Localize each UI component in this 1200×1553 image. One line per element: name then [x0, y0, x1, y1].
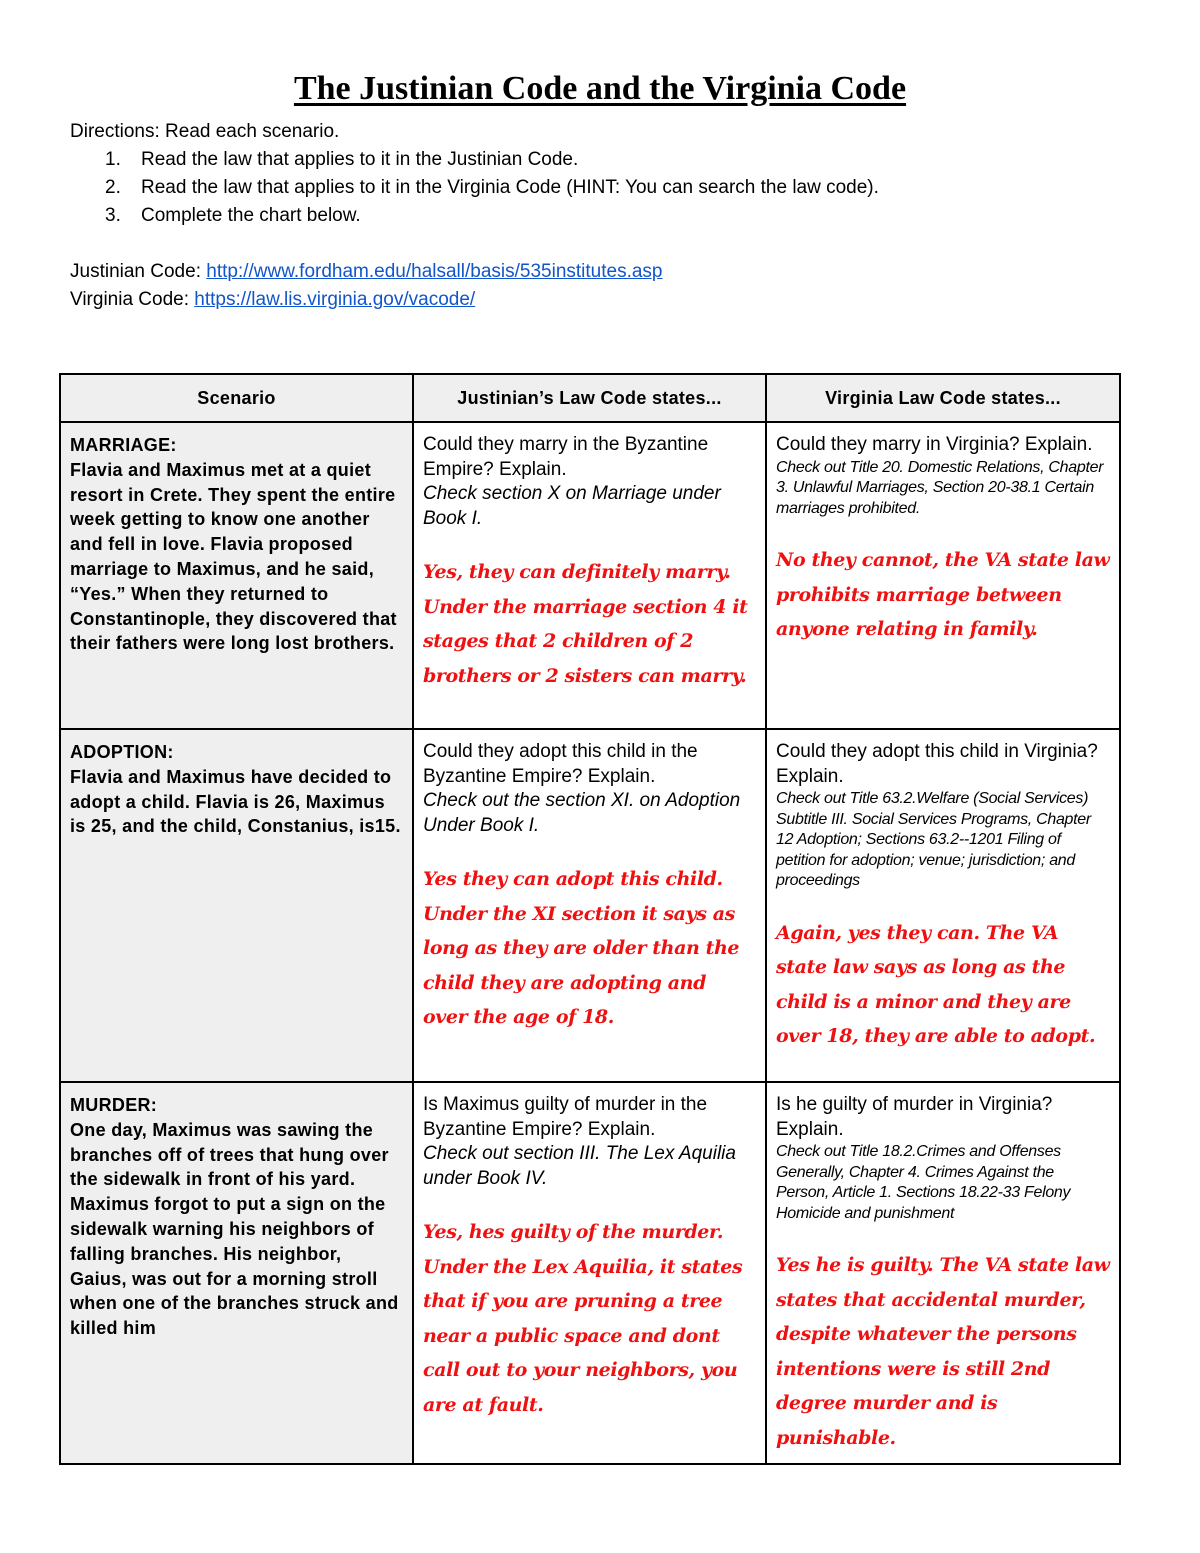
directions-step	[70, 146, 879, 174]
directions	[70, 118, 879, 314]
header-scenario: Scenario	[60, 374, 413, 422]
virginia-cell	[766, 729, 1120, 1082]
justinian-hint: Check out section III. The Lex Aquilia under Book IV.	[423, 1143, 736, 1189]
justinian-code-link[interactable]: http://www.fordham.edu/halsall/basis/535institutes.asp	[206, 261, 663, 282]
step-number: 2.	[105, 177, 121, 198]
virginia-cell	[766, 422, 1120, 729]
virginia-link-line	[70, 286, 879, 314]
table-row	[60, 729, 1120, 1082]
scenario-text: Flavia and Maximus have decided to adopt a child. Flavia is 26, Maximus is 25, and the child, Constanius, is15.	[70, 766, 401, 837]
virginia-answer: Yes he is guilty. The VA state law states that accidental murder, despite whatever the persons intentions were is still 2nd degree murder and is punishable.	[776, 1254, 1110, 1449]
justinian-hint: Check out the section XI. on Adoption Under Book I.	[423, 790, 741, 836]
header-justinian: Justinian’s Law Code states...	[413, 374, 766, 422]
virginia-question: Could they adopt this child in Virginia? Explain.	[776, 741, 1098, 787]
scenario-title: MARRIAGE:	[70, 435, 177, 455]
scenario-text: Flavia and Maximus met at a quiet resort in Crete. They spent the entire week getting to know one another and fell in love. Flavia proposed marriage to Maximus, and he said, “Yes.” When they returned to Constantinople, they discovered that their fathers were long lost brothers.	[70, 459, 397, 654]
justinian-answer: Yes, they can definitely marry. Under the marriage section 4 it stages that 2 children of 2 brothers or 2 sisters can marry.	[423, 561, 748, 687]
virginia-hint: Check out Title 20. Domestic Relations, Chapter 3. Unlawful Marriages, Section 20-38.1 Certain marriages prohibited.	[776, 458, 1104, 517]
step-text: Read the law that applies to it in the Virginia Code (HINT: You can search the law code).	[141, 177, 879, 198]
virginia-code-link[interactable]: https://law.lis.virginia.gov/vacode/	[194, 289, 476, 310]
header-virginia: Virginia Law Code states...	[766, 374, 1120, 422]
directions-steps	[70, 146, 879, 230]
virginia-code-label: Virginia Code:	[70, 289, 195, 310]
links-block	[70, 258, 879, 314]
justinian-answer: Yes, hes guilty of the murder. Under the Lex Aquilia, it states that if you are pruning a tree near a public space and dont call out to your neighbors, you are at fault.	[423, 1221, 743, 1416]
directions-step	[70, 174, 879, 202]
virginia-cell	[766, 1082, 1120, 1464]
scenario-title: MURDER:	[70, 1095, 158, 1115]
virginia-question: Is he guilty of murder in Virginia? Explain.	[776, 1094, 1053, 1140]
scenario-cell	[60, 729, 413, 1082]
justinian-answer: Yes they can adopt this child. Under the XI section it says as long as they are older than the child they are adopting and over the age of 18.	[423, 868, 740, 1028]
step-text: Complete the chart below.	[141, 205, 361, 226]
justinian-hint: Check section X on Marriage under Book I.	[423, 483, 721, 529]
directions-intro: Directions: Read each scenario.	[70, 121, 340, 142]
comparison-table	[59, 373, 1121, 1465]
justinian-cell	[413, 729, 766, 1082]
justinian-code-label: Justinian Code:	[70, 261, 207, 282]
table-row	[60, 1082, 1120, 1464]
virginia-question: Could they marry in Virginia? Explain.	[776, 434, 1093, 455]
page-title: The Justinian Code and the Virginia Code	[293, 70, 907, 107]
step-number: 3.	[105, 205, 121, 226]
justinian-question: Could they adopt this child in the Byzantine Empire? Explain.	[423, 741, 698, 787]
step-number: 1.	[105, 149, 121, 170]
scenario-title: ADOPTION:	[70, 742, 174, 762]
virginia-hint: Check out Title 63.2.Welfare (Social Services) Subtitle III. Social Services Programs, Chapter 12 Adoption; Sections 63.2--1201 Filing of petition for adoption; venue; jurisdiction; and proceedings	[776, 790, 1091, 890]
step-text: Read the law that applies to it in the Justinian Code.	[141, 149, 579, 170]
justinian-question: Is Maximus guilty of murder in the Byzantine Empire? Explain.	[423, 1094, 708, 1140]
directions-step	[70, 202, 879, 230]
virginia-answer: No they cannot, the VA state law prohibits marriage between anyone relating in family.	[776, 549, 1110, 641]
virginia-answer: Again, yes they can. The VA state law says as long as the child is a minor and they are over 18, they are able to adopt.	[776, 921, 1096, 1048]
scenario-cell	[60, 1082, 413, 1464]
scenario-text: One day, Maximus was sawing the branches off of trees that hung over the sidewalk in front of his yard. Maximus forgot to put a sign on the sidewalk warning his neighbors of falling branches. His neighbor, Gaius, was out for a morning stroll when one of the branches struck and killed him	[70, 1119, 399, 1339]
justinian-cell	[413, 1082, 766, 1464]
justinian-link-line	[70, 258, 879, 286]
scenario-cell	[60, 422, 413, 729]
justinian-cell	[413, 422, 766, 729]
justinian-question: Could they marry in the Byzantine Empire? Explain.	[423, 434, 709, 480]
virginia-hint: Check out Title 18.2.Crimes and Offenses Generally, Chapter 4. Crimes Against the Person, Article 1. Sections 18.22-33 Felony Homicide and punishment	[776, 1143, 1071, 1222]
table-header-row	[60, 374, 1120, 422]
table-row	[60, 422, 1120, 729]
